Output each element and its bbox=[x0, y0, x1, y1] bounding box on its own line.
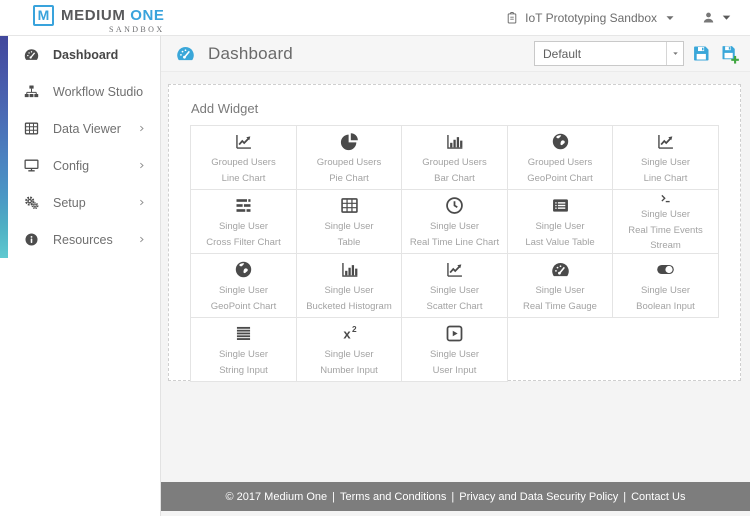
play-square-icon bbox=[444, 323, 465, 344]
widget-tile-single-user-real-time-line-chart[interactable] bbox=[402, 190, 508, 254]
widget-tile-single-user-number-input[interactable] bbox=[297, 318, 403, 382]
widget-tile-type: GeoPoint Chart bbox=[210, 300, 277, 312]
dashboard-controls bbox=[534, 41, 740, 66]
widget-tile-type: Last Value Table bbox=[525, 236, 595, 248]
logo-text bbox=[61, 2, 165, 34]
chevron-right-icon bbox=[137, 235, 146, 244]
sliders-icon bbox=[233, 195, 254, 216]
sidebar-nav bbox=[0, 36, 160, 258]
widget-tile-type: Table bbox=[337, 236, 361, 248]
sidebar-item-workflow-studio[interactable] bbox=[0, 73, 160, 110]
widget-tile-scope: Single User bbox=[535, 221, 585, 233]
widget-tile-scope: Single User bbox=[429, 221, 480, 233]
dashboard-select-value: Default bbox=[543, 46, 582, 61]
sidebar-item-label: Dashboard bbox=[53, 47, 119, 62]
widget-tile-type: Cross Filter Chart bbox=[206, 236, 281, 248]
widget-tile-single-user-boolean-input[interactable] bbox=[613, 254, 719, 318]
line-chart-icon bbox=[233, 131, 254, 152]
widget-tile-type: Line Chart bbox=[221, 172, 266, 184]
toggle-icon bbox=[655, 259, 676, 280]
footer bbox=[161, 482, 750, 511]
widget-tile-scope: Single User bbox=[640, 209, 691, 221]
dashboard-select-caret[interactable] bbox=[666, 42, 683, 65]
sandbox-selector-label: IoT Prototyping Sandbox bbox=[525, 10, 657, 25]
medium-one-logo[interactable] bbox=[33, 2, 165, 34]
widget-tile-scope: Single User bbox=[218, 349, 269, 361]
top-header bbox=[0, 0, 750, 36]
footer-link-terms-and-conditions[interactable]: Terms and Conditions bbox=[340, 490, 447, 503]
widget-tile-scope: Grouped Users bbox=[527, 157, 593, 169]
sidebar-item-dashboard[interactable] bbox=[0, 36, 160, 73]
sidebar-item-label: Workflow Studio bbox=[53, 84, 144, 99]
footer-separator: | bbox=[623, 490, 627, 503]
widget-tile-single-user-table[interactable] bbox=[297, 190, 403, 254]
widget-tile-type: Number Input bbox=[320, 364, 378, 376]
footer-separator: | bbox=[451, 490, 455, 503]
sidebar-item-config[interactable] bbox=[0, 147, 160, 184]
caret-down-icon bbox=[671, 49, 680, 58]
sidebar-item-label: Setup bbox=[53, 195, 86, 210]
sidebar bbox=[0, 36, 161, 516]
dashboard-select[interactable] bbox=[534, 41, 684, 66]
widget-tile-single-user-bucketed-histogram[interactable] bbox=[297, 254, 403, 318]
desktop-icon bbox=[23, 157, 40, 174]
add-widget-panel bbox=[168, 84, 741, 381]
widget-tile-single-user-user-input[interactable] bbox=[402, 318, 508, 382]
globe-icon bbox=[550, 131, 571, 152]
bar-chart-icon bbox=[444, 131, 465, 152]
sidebar-item-label: Resources bbox=[53, 232, 113, 247]
widget-tile-type: User Input bbox=[432, 364, 477, 376]
caret-down-icon bbox=[663, 11, 677, 25]
widget-tile-type: Pie Chart bbox=[329, 172, 369, 184]
clock-icon bbox=[444, 195, 465, 216]
widget-tile-single-user-last-value-table[interactable] bbox=[508, 190, 614, 254]
logo-sandbox-label: SANDBOX bbox=[109, 24, 165, 34]
user-icon bbox=[701, 10, 716, 25]
widget-tile-type: Real Time Line Chart bbox=[409, 236, 500, 248]
globe-icon bbox=[233, 259, 254, 280]
save-dashboard-button[interactable] bbox=[691, 43, 712, 64]
line-chart-icon bbox=[655, 131, 676, 152]
widget-tile-type: Bucketed Histogram bbox=[306, 300, 392, 312]
chevron-right-icon bbox=[137, 161, 146, 170]
add-widget-title: Add Widget bbox=[191, 101, 259, 116]
widget-tile-single-user-real-time-events-stream[interactable] bbox=[613, 190, 719, 254]
widget-tile-type: Real Time Gauge bbox=[523, 300, 597, 312]
widget-tile-scope: Grouped Users bbox=[422, 157, 487, 169]
table-icon bbox=[339, 195, 360, 216]
footer-separator: | bbox=[332, 490, 336, 503]
sidebar-item-setup[interactable] bbox=[0, 184, 160, 221]
clipboard-icon bbox=[505, 11, 519, 25]
pie-chart-icon bbox=[339, 131, 360, 152]
widget-tile-scope: Grouped Users bbox=[211, 157, 276, 169]
widget-tile-single-user-string-input[interactable] bbox=[191, 318, 297, 382]
gauge-icon bbox=[550, 259, 571, 280]
sidebar-item-resources[interactable] bbox=[0, 221, 160, 258]
logo-one: ONE bbox=[130, 6, 165, 24]
sandbox-selector[interactable] bbox=[505, 11, 677, 25]
widget-tile-type: GeoPoint Chart bbox=[527, 172, 593, 184]
widget-tile-type: Boolean Input bbox=[636, 300, 695, 312]
gauge-icon bbox=[175, 43, 196, 64]
widget-tile-grouped-users-line-chart[interactable] bbox=[191, 126, 297, 190]
gears-icon bbox=[23, 194, 40, 211]
footer-link-privacy-and-data-security-policy[interactable]: Privacy and Data Security Policy bbox=[459, 490, 619, 503]
sidebar-item-label: Config bbox=[53, 158, 90, 173]
widget-tile-scope: Single User bbox=[535, 285, 585, 297]
widget-tile-scope: Single User bbox=[218, 285, 269, 297]
main-area bbox=[161, 36, 750, 516]
line-chart-icon bbox=[444, 259, 465, 280]
footer-copyright: © 2017 Medium One bbox=[225, 490, 328, 503]
save-icon bbox=[691, 43, 712, 64]
widget-tile-single-user-cross-filter-chart[interactable] bbox=[191, 190, 297, 254]
widget-tile-scope: Single User bbox=[429, 349, 480, 361]
widget-tile-type: Real Time Events Stream bbox=[628, 224, 703, 251]
bar-chart-icon bbox=[339, 259, 360, 280]
terminal-icon bbox=[655, 192, 676, 204]
widget-tile-single-user-geopoint-chart[interactable] bbox=[191, 254, 297, 318]
logo-wordmark bbox=[61, 8, 165, 23]
table-icon bbox=[23, 120, 40, 137]
page-title: Dashboard bbox=[208, 43, 293, 63]
widget-tile-single-user-real-time-gauge[interactable] bbox=[508, 254, 614, 318]
main-header bbox=[161, 36, 750, 72]
widget-tile-scope: Single User bbox=[429, 285, 480, 297]
save-as-icon bbox=[719, 43, 740, 64]
caret-down-icon bbox=[719, 10, 734, 25]
content-area bbox=[161, 72, 750, 482]
widget-tile-type: Bar Chart bbox=[434, 172, 475, 184]
superscript-icon bbox=[339, 323, 360, 344]
logo-medium: MEDIUM bbox=[61, 6, 126, 24]
widget-tile-scope: Single User bbox=[324, 349, 374, 361]
widget-tile-grouped-users-geopoint-chart[interactable] bbox=[508, 126, 614, 190]
widget-tile-scope: Single User bbox=[324, 285, 374, 297]
widget-tile-type: String Input bbox=[219, 364, 268, 376]
sidebar-item-data-viewer[interactable] bbox=[0, 110, 160, 147]
gauge-icon bbox=[23, 46, 40, 63]
sitemap-icon bbox=[23, 83, 40, 100]
sidebar-gradient-strip bbox=[0, 36, 8, 258]
widget-tile-grouped-users-bar-chart[interactable] bbox=[402, 126, 508, 190]
widget-tile-grid bbox=[190, 125, 719, 382]
sidebar-item-label: Data Viewer bbox=[53, 121, 121, 136]
align-justify-icon bbox=[233, 323, 254, 344]
chevron-right-icon bbox=[137, 124, 146, 133]
widget-tile-type: Scatter Chart bbox=[426, 300, 483, 312]
widget-tile-scope: Single User bbox=[640, 157, 691, 169]
widget-tile-scope: Single User bbox=[218, 221, 269, 233]
widget-tile-single-user-line-chart[interactable] bbox=[613, 126, 719, 190]
widget-tile-grouped-users-pie-chart[interactable] bbox=[297, 126, 403, 190]
widget-tile-scope: Grouped Users bbox=[316, 157, 382, 169]
user-menu[interactable] bbox=[701, 10, 734, 25]
save-dashboard-as-button[interactable] bbox=[719, 43, 740, 64]
footer-link-contact-us[interactable]: Contact Us bbox=[631, 490, 686, 503]
logo-m-mark: M bbox=[33, 5, 54, 26]
top-right-menus bbox=[505, 10, 734, 25]
widget-tile-scope: Single User bbox=[324, 221, 374, 233]
list-alt-icon bbox=[550, 195, 571, 216]
widget-tile-scope: Single User bbox=[640, 285, 691, 297]
chevron-right-icon bbox=[137, 198, 146, 207]
widget-tile-single-user-scatter-chart[interactable] bbox=[402, 254, 508, 318]
info-icon bbox=[23, 231, 40, 248]
widget-tile-type: Line Chart bbox=[643, 172, 688, 184]
